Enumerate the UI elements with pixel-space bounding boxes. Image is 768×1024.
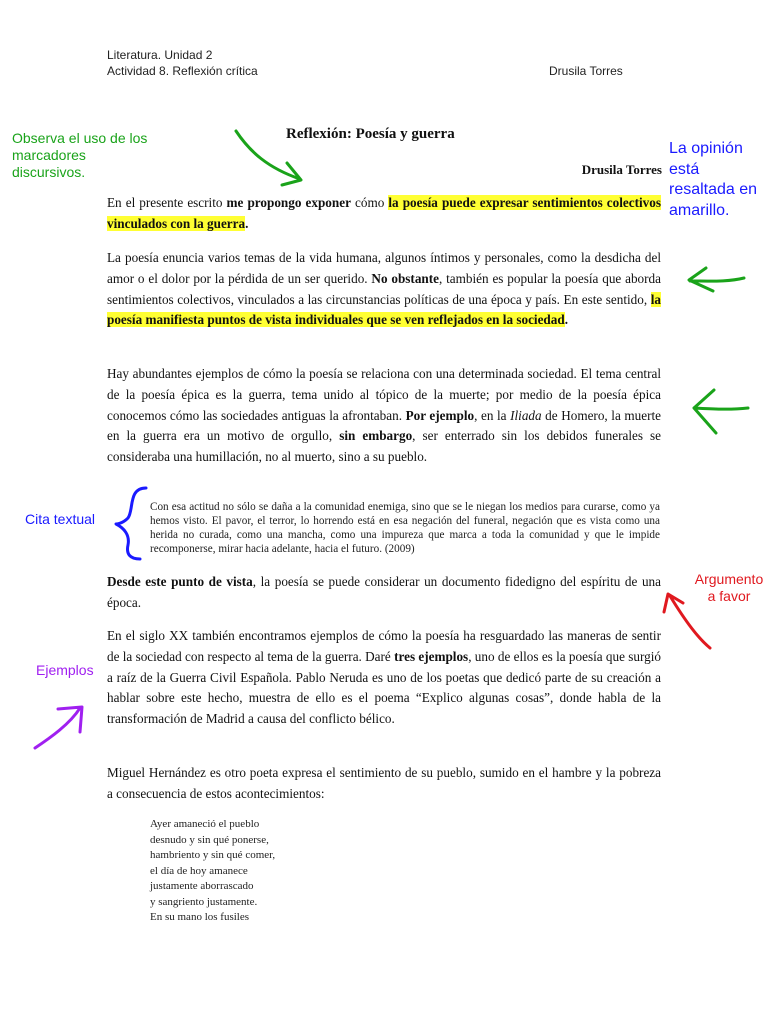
p2-text-c: , también es popular la poesía que aborda sentimientos colectivos, vinculados a las circunstancias políticas de una época y país. En este sentido,: [107, 270, 661, 307]
poem-line: el día de hoy amanece: [150, 864, 248, 877]
p3-marker-1: Por ejemplo: [405, 407, 475, 423]
paragraph-6: Miguel Hernández es otro poeta expresa el sentimiento de su pueblo, sumido en el hambre y la pobreza a consecuencia de estos acontecimientos:: [107, 765, 661, 801]
p1-text-c: cómo: [350, 195, 389, 210]
p3-text-c: , en la: [474, 407, 511, 423]
annotation-markers: Observa el uso de los marcadores discursivos.: [12, 130, 148, 180]
annotation-opinion: La opinión está resaltada en amarillo.: [669, 140, 758, 219]
p2-highlight: la poesía manifiesta puntos de vista individuales que se ven reflejados en la sociedad: [107, 291, 661, 328]
p4-text-a: , la poesía se puede considerar un documento fidedigno del espíritu de una época.: [107, 574, 661, 610]
annotation-argument: Argumento a favor: [694, 571, 764, 604]
p1-marker: me propongo exponer: [226, 195, 351, 210]
poem-line: y sangriento justamente.: [150, 895, 258, 908]
p4-marker: Desde este punto de vista: [107, 574, 253, 589]
p5-text-c: , uno de ellos es la poesía que surgió a raíz de la Guerra Civil Española. Pablo Neruda es uno de los poetas que dedicó parte de su creación a hablar sobre este hecho, muestra de ello es el poema “Explico algunas cosas”, donde habla de la transformación de Madrid a causa del conflicto bélico.: [107, 648, 661, 727]
p3-text-a: Hay abundantes ejemplos de cómo la poesía se relaciona con una determinada sociedad. El tema central de la poesía épica es la guerra, tema unido al tópico de la muerte; por medio de la poesía épica conocemos cómo las sociedades antiguas la afrontaban.: [107, 366, 661, 423]
poem-line: justamente aborrascado: [150, 880, 254, 892]
p2-marker: No obstante: [371, 270, 439, 286]
document-author: Drusila Torres: [581, 162, 662, 177]
poem-line: En su mano los fusiles: [150, 911, 249, 923]
block-quote: Con esa actitud no sólo se daña a la comunidad enemiga, sino que se le niegan los medios para curarse, como ya hemos visto. El pavor, el terror, lo horrendo está en esa negación del funeral, negación que es vista como una herida no curada, como una mancha, como una impureza que marca a toda la comunidad y que le impide recomponerse, mirar hacia adelante, hacia el futuro. (2009): [150, 501, 660, 555]
annotation-quote: Cita textual: [25, 511, 96, 527]
green-arrow-opinion-icon: [689, 268, 744, 291]
poem-line: hambriento y sin qué comer,: [150, 849, 276, 861]
p1-text-a: En el presente escrito: [107, 195, 227, 210]
red-arrow-icon: [664, 594, 710, 648]
green-arrow-markers-icon: [236, 131, 301, 185]
poem-line: desnudo y sin qué ponerse,: [150, 833, 269, 846]
header-student: Drusila Torres: [549, 64, 623, 78]
p5-marker: tres ejemplos: [394, 648, 469, 664]
header-activity: Actividad 8. Reflexión crítica: [107, 64, 258, 78]
p5-text-a: En el siglo XX también encontramos ejemplos de cómo la poesía ha resguardado las maneras de sentir de la sociedad con respecto al tema de la guerra. Daré: [107, 628, 661, 664]
green-arrow-example-icon: [694, 390, 748, 433]
p1-highlight: la poesía puede expresar sentimientos colectivos vinculados con la guerra: [107, 195, 661, 231]
poem-line: Ayer amaneció el pueblo: [150, 818, 260, 830]
purple-arrow-icon: [35, 707, 82, 748]
p3-marker-2: sin embargo: [339, 428, 413, 444]
p2-text-d: .: [564, 312, 568, 328]
p3-text-d: de Homero, la muerte en la guerra era un motivo de orgullo,: [107, 407, 661, 444]
p1-text-d: .: [245, 215, 249, 231]
annotation-examples: Ejemplos: [36, 662, 94, 678]
p3-text-f: , ser enterrado sin los debidos funerales se consideraba una humillación, no al muerto, sino a su pueblo.: [107, 428, 662, 465]
blue-brace-icon: [116, 488, 146, 559]
document-title: Reflexión: Poesía y guerra: [286, 126, 455, 142]
p2-text-a: La poesía enuncia varios temas de la vida humana, algunos íntimos y personales, como la desdicha del amor o el dolor por la pérdida de un ser querido.: [107, 250, 661, 286]
p3-book-title: Iliada: [510, 407, 542, 423]
header-course: Literatura. Unidad 2: [107, 48, 213, 62]
